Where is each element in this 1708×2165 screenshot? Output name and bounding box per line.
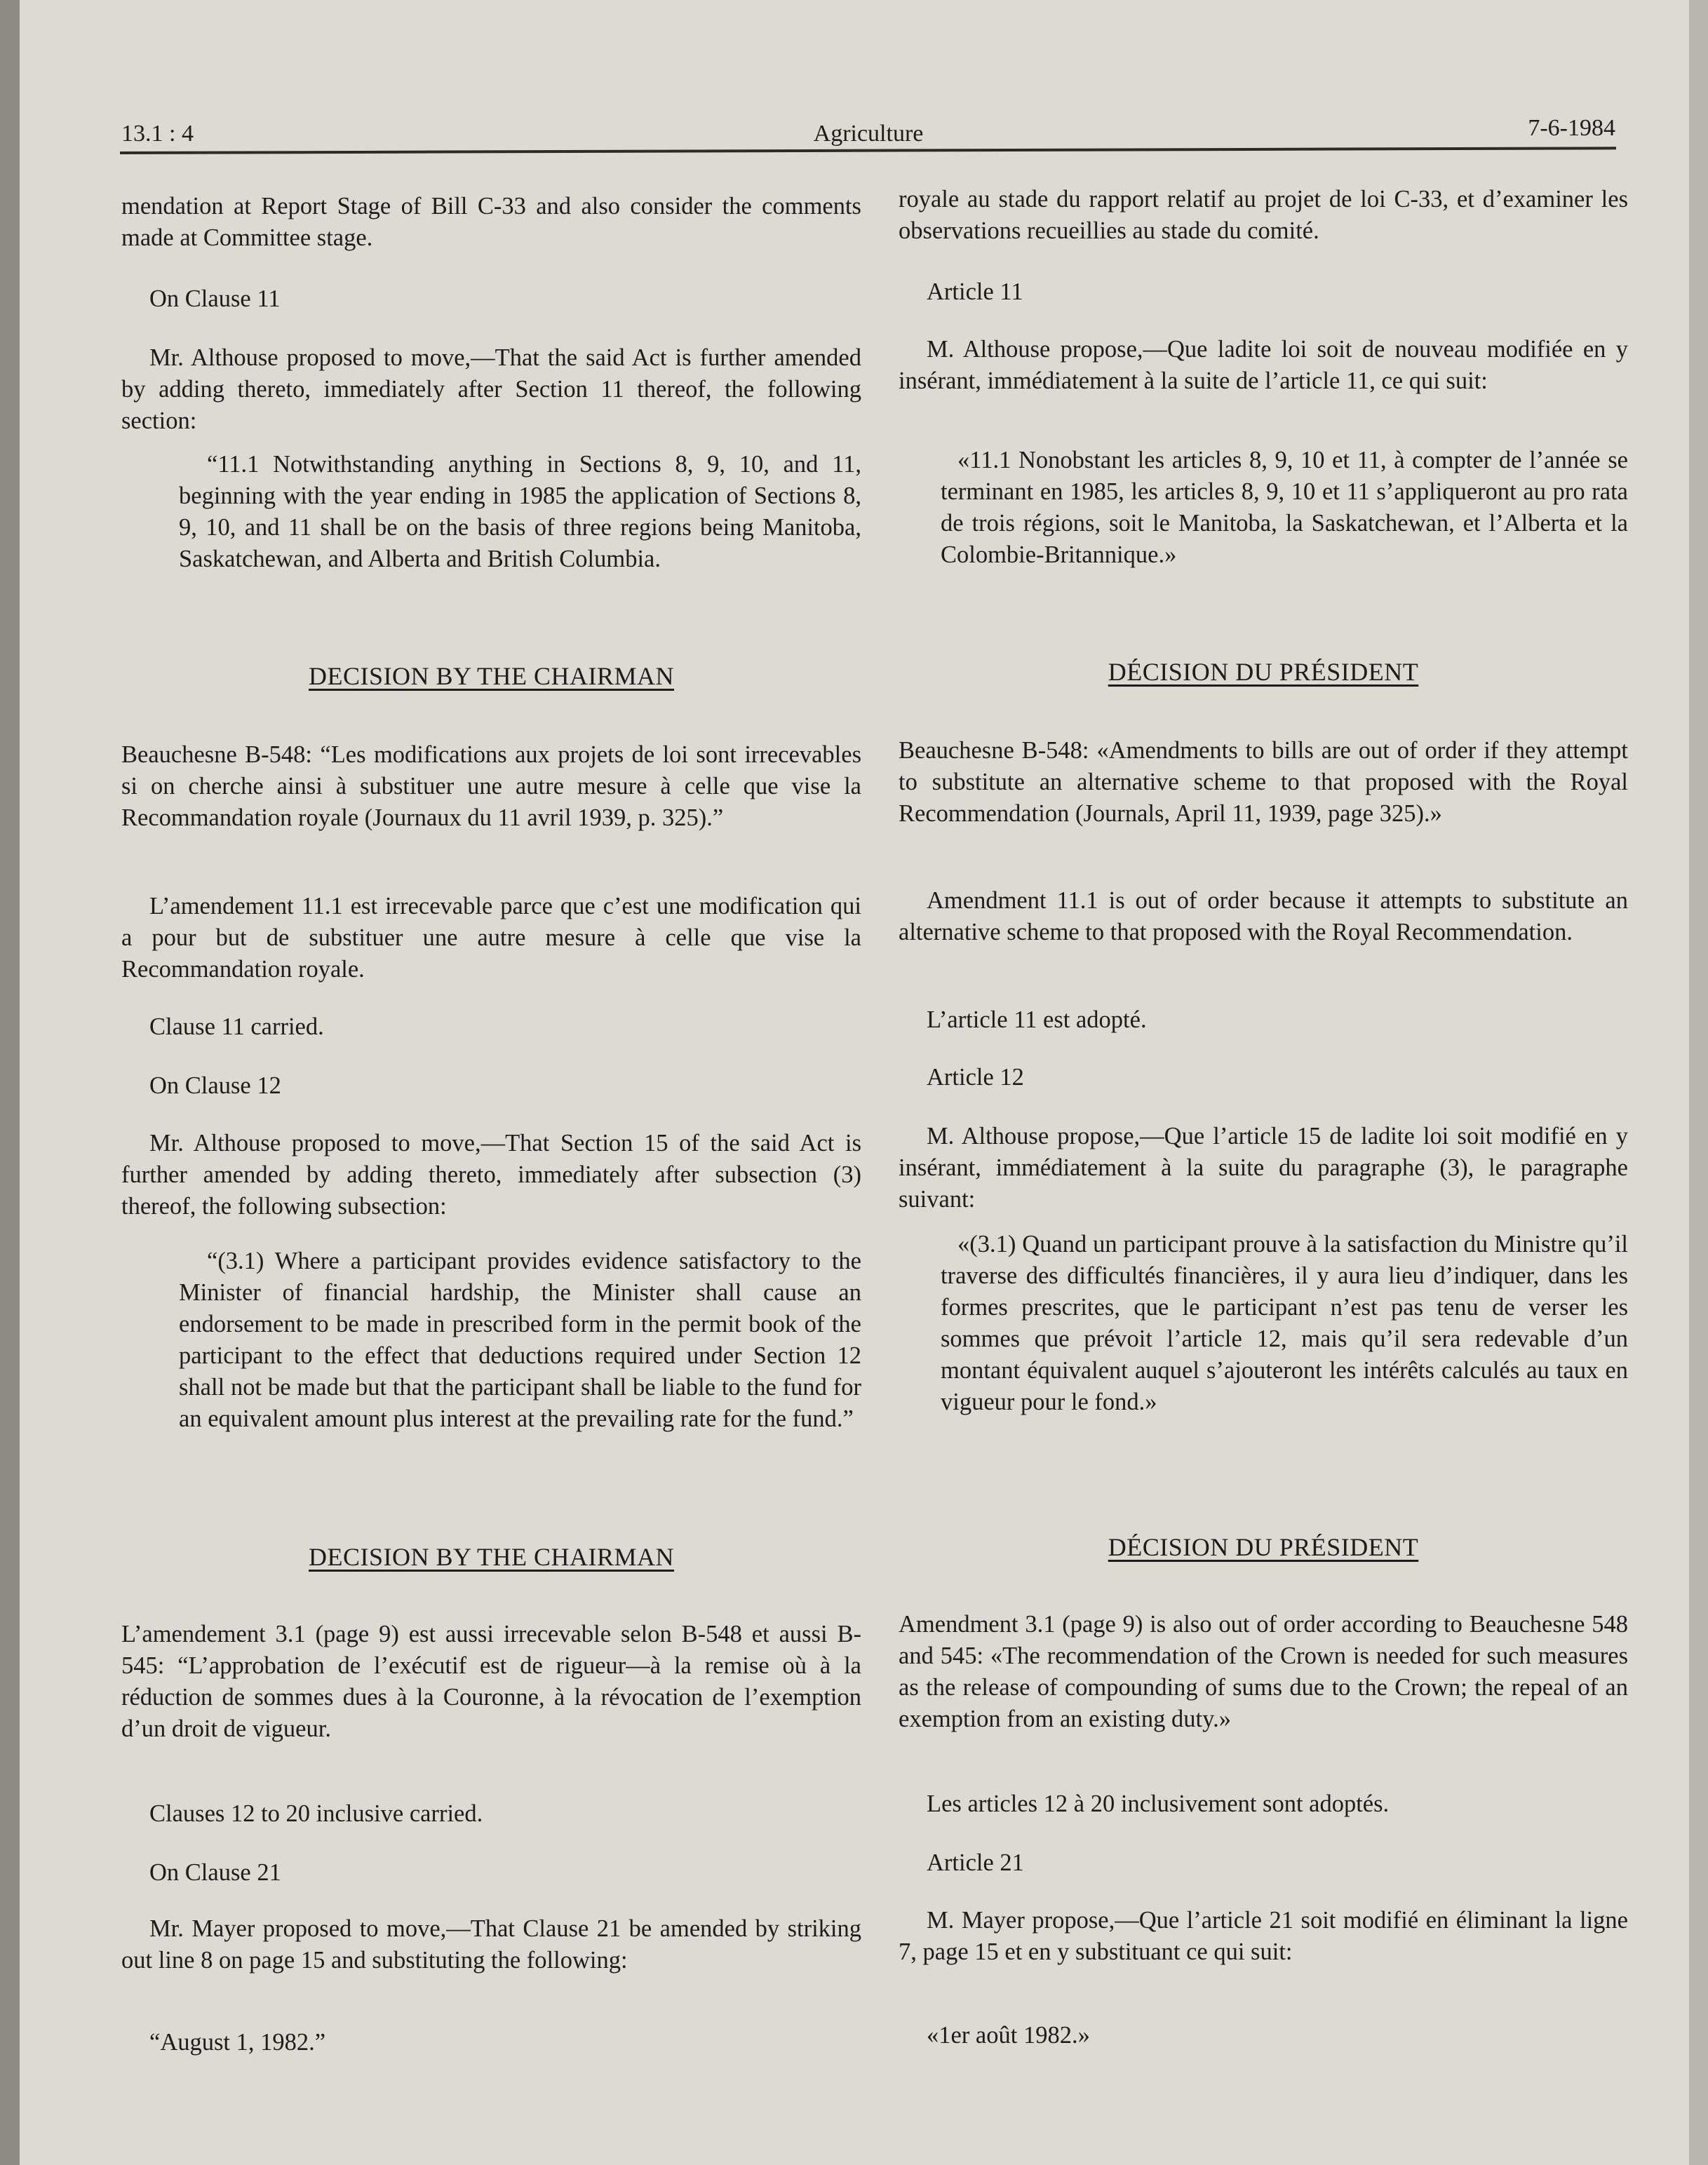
- paragraph: Beauchesne B-548: «Amendments to bills are out of order if they attempt to substitute an alternative scheme to that proposed with the Royal Recommendation (Journals, April 11, 1939, page 325).»: [899, 737, 1628, 827]
- paragraph: Amendment 3.1 (page 9) is also out of order according to Beauchesne 548 and 545: «The recommendation of the Crown is needed for such measures as the release of compounding of sums due to the Crown; the repeal of an exemption from an existing duty.»: [899, 1611, 1628, 1732]
- paragraph: Mr. Mayer proposed to move,—That Clause 21 be amended by striking out line 8 on page 15 and substituting the following:: [121, 1915, 861, 1974]
- paragraph: L’amendement 11.1 est irrecevable parce que c’est une modification qui a pour but de substituer une autre mesure à celle que vise la Recommandation royale.: [121, 893, 861, 983]
- quoted-section: «11.1 Nonobstant les articles 8, 9, 10 et 11, à compter de l’année se terminant en 1985, les articles 8, 9, 10 et 11 s’appliqueront au pro rata de trois régions, soit le Manitoba, la Saskatchewan, et l’Alberta et la Colombie-Britannique.»: [941, 447, 1628, 568]
- paragraph: Clauses 12 to 20 inclusive carried.: [149, 1800, 483, 1827]
- section-heading: DECISION BY THE CHAIRMAN: [308, 1543, 674, 1571]
- clause-label: On Clause 12: [149, 1072, 281, 1099]
- section-heading: DÉCISION DU PRÉSIDENT: [1108, 1533, 1419, 1561]
- clause-label: Article 21: [927, 1849, 1024, 1876]
- quoted-text: «1er août 1982.»: [927, 2022, 1090, 2049]
- paragraph: Beauchesne B-548: “Les modifications aux projets de loi sont irrecevables si on cherche ainsi à substituer une autre mesure à celle que vise la Recommandation royale (Journaux du 11 avril 1939, p. 325).”: [121, 741, 861, 831]
- quoted-text: “August 1, 1982.”: [149, 2029, 326, 2056]
- paragraph: mendation at Report Stage of Bill C-33 and also consider the comments made at Committee stage.: [121, 193, 861, 251]
- page-shadow-right: [1689, 0, 1708, 2165]
- section-heading: DECISION BY THE CHAIRMAN: [308, 662, 674, 690]
- document-page: [20, 0, 1689, 2165]
- paragraph: Mr. Althouse proposed to move,—That Section 15 of the said Act is further amended by adding thereto, immediately after subsection (3) thereof, the following subsection:: [121, 1130, 861, 1220]
- page-number: 13.1 : 4: [121, 121, 194, 147]
- quoted-subsection: “(3.1) Where a participant provides evidence satisfactory to the Minister of financial hardship, the Minister shall cause an endorsement to be made in prescribed form in the permit book of the participant to the effect that deductions required under Section 12 shall not be made but that the participant shall be liable to the fund for an equivalent amount plus interest at the prevailing rate for the fund.”: [179, 1248, 861, 1432]
- quoted-subsection: «(3.1) Quand un participant prouve à la satisfaction du Ministre qu’il traverse des difficultés financières, il y aura lieu d’indiquer, dans les formes prescrites, que le participant n’est pas tenu de verser les sommes que prévoit l’article 12, mais qu’il sera redevable d’un montant équivalent auquel s’ajouteront les intérêts calculés au taux en vigueur pour le fond.»: [941, 1231, 1628, 1415]
- paragraph: M. Althouse propose,—Que ladite loi soit de nouveau modifiée en y insérant, immédiatement à la suite de l’article 11, ce qui suit:: [899, 336, 1628, 394]
- quoted-section: “11.1 Notwithstanding anything in Sections 8, 9, 10, and 11, beginning with the year ending in 1985 the application of Sections 8, 9, 10, and 11 shall be on the basis of three regions being Manitoba, Saskatchewan, and Alberta and British Columbia.: [179, 451, 861, 572]
- paragraph: Clause 11 carried.: [149, 1013, 324, 1040]
- clause-label: Article 11: [927, 278, 1023, 305]
- paragraph: M. Mayer propose,—Que l’article 21 soit modifié en éliminant la ligne 7, page 15 et en y substituant ce qui suit:: [899, 1907, 1628, 1965]
- clause-label: Article 12: [927, 1064, 1024, 1091]
- page-shadow-left: [0, 0, 20, 2165]
- paragraph: L’amendement 3.1 (page 9) est aussi irrecevable selon B-548 et aussi B-545: “L’approbation de l’exécutif est de rigueur—à la remise où à la réduction de sommes dues à la Couronne, à la révocation de l’exemption d’un droit de vigueur.: [121, 1621, 861, 1742]
- header-title: Agriculture: [813, 121, 924, 147]
- clause-label: On Clause 11: [149, 285, 281, 312]
- paragraph: royale au stade du rapport relatif au projet de loi C-33, et d’examiner les observations recueillies au stade du comité.: [899, 186, 1628, 244]
- clause-label: On Clause 21: [149, 1859, 281, 1886]
- paragraph: M. Althouse propose,—Que l’article 15 de ladite loi soit modifié en y insérant, immédiatement à la suite du paragraphe (3), le paragraphe suivant:: [899, 1123, 1628, 1213]
- paragraph: Mr. Althouse proposed to move,—That the said Act is further amended by adding thereto, immediately after Section 11 thereof, the following section:: [121, 344, 861, 434]
- paragraph: L’article 11 est adopté.: [927, 1006, 1147, 1033]
- section-heading: DÉCISION DU PRÉSIDENT: [1108, 658, 1419, 686]
- paragraph: Amendment 11.1 is out of order because it attempts to substitute an alternative scheme to that proposed with the Royal Recommendation.: [899, 887, 1628, 945]
- header-date: 7-6-1984: [1528, 115, 1615, 141]
- paragraph: Les articles 12 à 20 inclusivement sont adoptés.: [927, 1790, 1390, 1817]
